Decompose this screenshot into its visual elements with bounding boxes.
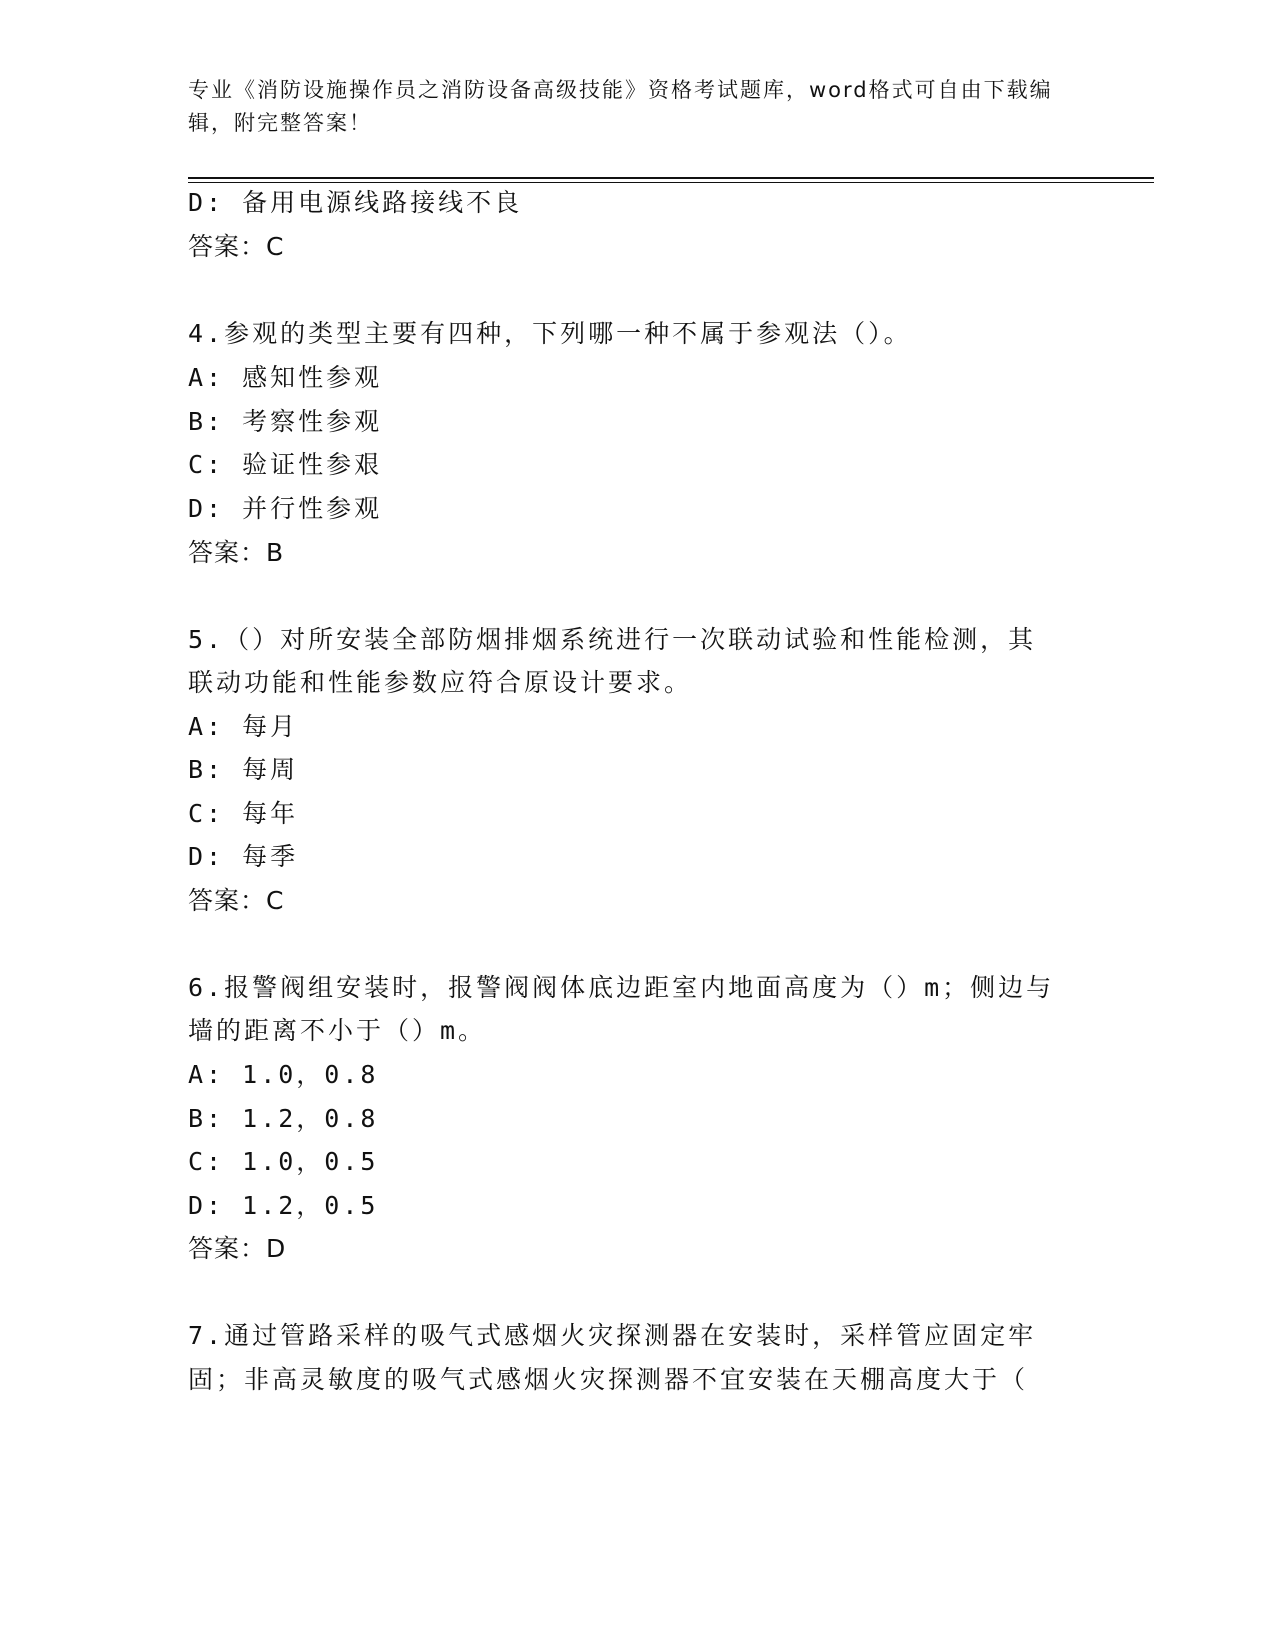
q6-answer: 答案：D bbox=[188, 1234, 287, 1263]
q4-answer: 答案：B bbox=[188, 538, 285, 567]
q5-option-a: A: 每月 bbox=[188, 712, 299, 741]
q4-option-d: D: 并行性参观 bbox=[188, 494, 383, 523]
q7-stem-line-1: 7.通过管路采样的吸气式感烟火灾探测器在安装时，采样管应固定牢 bbox=[188, 1321, 1037, 1350]
q6-option-a: A: 1.0，0.8 bbox=[188, 1060, 379, 1089]
q5-option-b: B: 每周 bbox=[188, 755, 299, 784]
q4-option-a: A: 感知性参观 bbox=[188, 363, 383, 392]
q4-option-b: B: 考察性参观 bbox=[188, 407, 383, 436]
q6-stem-line-2: 墙的距离不小于（）m。 bbox=[188, 1016, 487, 1045]
q4-option-c: C: 验证性参艰 bbox=[188, 450, 383, 479]
header-divider-thin bbox=[188, 182, 1154, 183]
q6-option-d: D: 1.2，0.5 bbox=[188, 1191, 379, 1220]
header-divider-thick bbox=[188, 177, 1154, 179]
q5-stem-line-1: 5.（）对所安装全部防烟排烟系统进行一次联动试验和性能检测，其 bbox=[188, 625, 1037, 654]
q7-stem-line-2: 固；非高灵敏度的吸气式感烟火灾探测器不宜安装在天棚高度大于（ bbox=[188, 1365, 1029, 1394]
q5-option-d: D: 每季 bbox=[188, 842, 299, 871]
q4-stem-line-1: 4.参观的类型主要有四种，下列哪一种不属于参观法（）。 bbox=[188, 319, 912, 348]
q6-stem-line-1: 6.报警阀组安装时，报警阀阀体底边距室内地面高度为（）m；侧边与 bbox=[188, 973, 1055, 1002]
q5-option-c: C: 每年 bbox=[188, 799, 299, 828]
q6-option-b: B: 1.2，0.8 bbox=[188, 1104, 379, 1133]
q3-answer: 答案：C bbox=[188, 232, 285, 261]
q6-option-c: C: 1.0，0.5 bbox=[188, 1147, 379, 1176]
q3-option-d: D: 备用电源线路接线不良 bbox=[188, 188, 523, 217]
document-header: 专业《消防设施操作员之消防设备高级技能》资格考试题库，word格式可自由下载编辑，附完整答案！ bbox=[188, 78, 1053, 135]
q5-answer: 答案：C bbox=[188, 886, 285, 915]
q5-stem-line-2: 联动功能和性能参数应符合原设计要求。 bbox=[188, 668, 693, 697]
